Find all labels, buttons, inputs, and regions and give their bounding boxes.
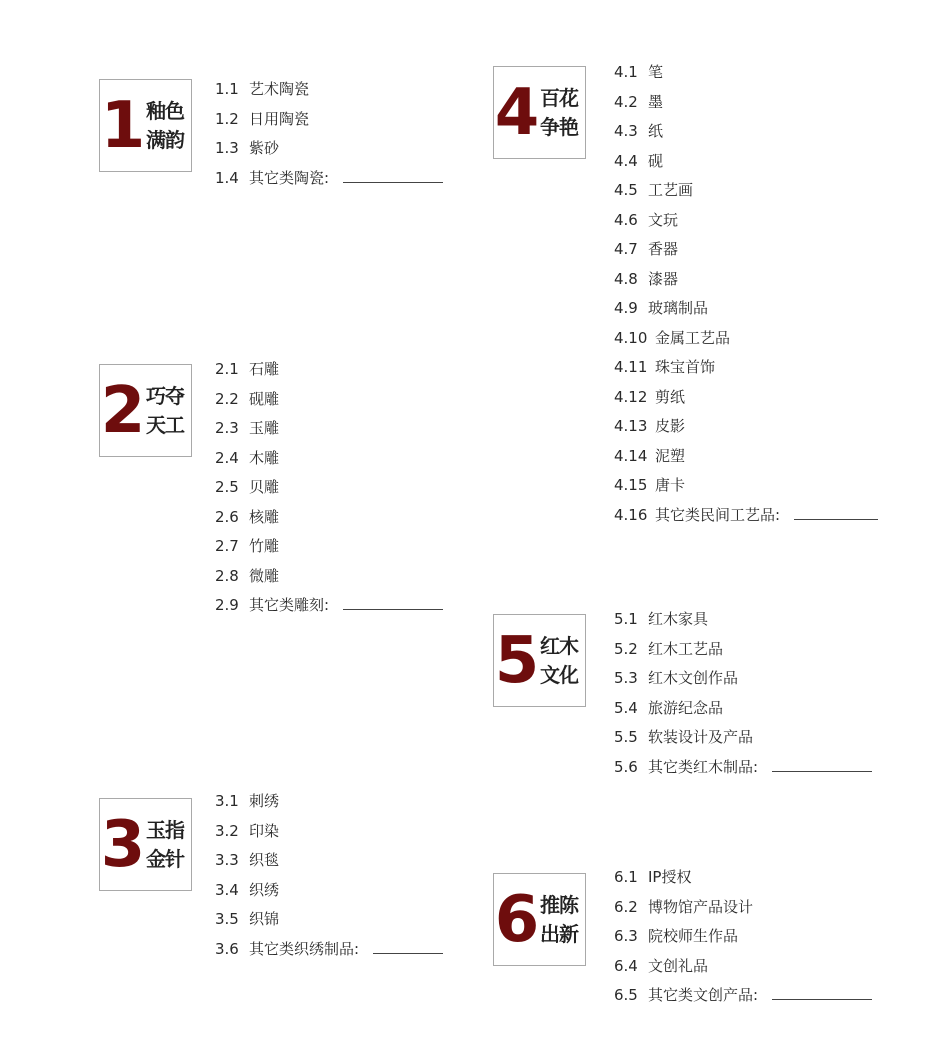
category-title-line1: 百花 <box>540 86 578 110</box>
item-number: 1.2 <box>215 109 239 128</box>
item-number: 2.3 <box>215 419 239 437</box>
item-number: 4.5 <box>614 181 638 199</box>
item-number: 2.5 <box>215 478 239 496</box>
list-item <box>215 417 443 447</box>
category-number: 1 <box>100 89 146 163</box>
list-item <box>614 120 878 150</box>
item-number: 4.16 <box>614 505 648 524</box>
list-item <box>614 268 878 298</box>
list-item <box>614 667 872 697</box>
item-label: 玻璃制品 <box>648 299 709 317</box>
item-label: 软装设计及产品 <box>648 728 754 746</box>
item-number: 2.6 <box>215 507 239 526</box>
item-label: 红木工艺品 <box>648 639 724 658</box>
item-label: 砚雕 <box>249 389 280 408</box>
item-number: 5.1 <box>614 610 638 628</box>
list-item <box>215 535 443 565</box>
fill-in-blank[interactable] <box>343 595 443 610</box>
fill-in-blank[interactable] <box>772 985 872 1000</box>
item-label: 其它类雕刻: <box>249 596 330 614</box>
item-label: 院校师生作品 <box>648 927 739 945</box>
list-item <box>215 820 443 850</box>
category-badge <box>493 614 586 707</box>
item-number: 2.2 <box>215 389 239 408</box>
item-number: 2.4 <box>215 448 239 467</box>
category-title-line2: 金针 <box>146 847 184 871</box>
category-badge <box>99 79 192 172</box>
item-label: 刺绣 <box>249 792 280 810</box>
item-number: 1.4 <box>215 168 239 187</box>
item-number: 4.10 <box>614 328 648 347</box>
item-label: 竹雕 <box>249 537 280 555</box>
item-number: 5.6 <box>614 757 638 776</box>
item-label: 木雕 <box>249 448 280 467</box>
category-item-list <box>614 61 878 533</box>
item-label: 墨 <box>648 92 664 111</box>
item-number: 4.13 <box>614 417 648 435</box>
list-item <box>614 179 878 209</box>
item-label: 笔 <box>648 63 664 81</box>
list-item-other <box>215 167 443 197</box>
list-item <box>614 297 878 327</box>
list-item <box>614 896 872 926</box>
list-item <box>215 565 443 595</box>
item-number: 3.4 <box>215 880 239 899</box>
category-title-line2: 满韵 <box>146 128 184 152</box>
category-title-line2: 文化 <box>540 663 578 687</box>
item-label: 其它类陶瓷: <box>249 168 330 187</box>
item-number: 2.8 <box>215 566 239 585</box>
item-label: 博物馆产品设计 <box>648 897 754 916</box>
item-label: 印染 <box>249 821 280 840</box>
category-number: 6 <box>494 883 540 957</box>
category-title-line2: 天工 <box>146 413 184 437</box>
fill-in-blank[interactable] <box>343 168 443 183</box>
item-label: 文玩 <box>648 210 679 229</box>
item-label: 玉雕 <box>249 419 280 437</box>
category-title <box>146 97 192 155</box>
list-item <box>215 447 443 477</box>
category-badge <box>493 873 586 966</box>
item-number: 2.9 <box>215 596 239 614</box>
category-badge <box>493 66 586 159</box>
item-label: 泥塑 <box>655 446 686 465</box>
item-number: 1.3 <box>215 139 239 157</box>
list-item <box>215 358 443 388</box>
list-item <box>215 790 443 820</box>
list-item <box>614 150 878 180</box>
fill-in-blank[interactable] <box>794 505 878 520</box>
category-title-line1: 推陈 <box>540 893 578 917</box>
list-item <box>614 608 872 638</box>
item-label: IP授权 <box>648 868 692 886</box>
list-item <box>215 388 443 418</box>
item-label: 旅游纪念品 <box>648 698 724 717</box>
list-item <box>614 356 878 386</box>
category-number: 3 <box>100 808 146 882</box>
item-label: 香器 <box>648 240 679 258</box>
item-label: 珠宝首饰 <box>655 358 716 376</box>
list-item-other <box>614 984 872 1014</box>
list-item <box>614 386 878 416</box>
list-item <box>614 955 872 985</box>
category-title-line2: 争艳 <box>540 115 578 139</box>
category-title-line1: 红木 <box>540 634 578 658</box>
item-label: 紫砂 <box>249 139 280 157</box>
item-number: 4.8 <box>614 269 638 288</box>
list-item <box>614 925 872 955</box>
list-item <box>614 726 872 756</box>
category-badge <box>99 798 192 891</box>
item-label: 红木文创作品 <box>648 669 739 687</box>
fill-in-blank[interactable] <box>373 939 443 954</box>
item-label: 纸 <box>648 122 664 140</box>
item-label: 皮影 <box>655 417 686 435</box>
item-number: 4.9 <box>614 299 638 317</box>
list-item <box>215 879 443 909</box>
list-item <box>614 445 878 475</box>
item-number: 3.5 <box>215 910 239 928</box>
item-number: 5.2 <box>614 639 638 658</box>
category-title-line2: 出新 <box>540 922 578 946</box>
item-number: 5.3 <box>614 669 638 687</box>
item-label: 贝雕 <box>249 478 280 496</box>
list-item <box>215 137 443 167</box>
list-item <box>614 415 878 445</box>
item-label: 红木家具 <box>648 610 709 628</box>
item-label: 日用陶瓷 <box>249 109 310 128</box>
category-title <box>146 382 192 440</box>
item-label: 唐卡 <box>655 476 686 494</box>
item-label: 织锦 <box>249 910 280 928</box>
item-label: 织绣 <box>249 880 280 899</box>
category-title <box>540 891 586 949</box>
item-number: 4.3 <box>614 122 638 140</box>
category-number: 5 <box>494 624 540 698</box>
category-item-list <box>614 866 872 1014</box>
item-label: 文创礼品 <box>648 956 709 975</box>
list-item <box>215 476 443 506</box>
item-number: 4.14 <box>614 446 648 465</box>
item-number: 1.1 <box>215 80 239 98</box>
item-label: 微雕 <box>249 566 280 585</box>
list-item <box>215 908 443 938</box>
category-item-list <box>215 358 443 624</box>
category-number: 4 <box>494 76 540 150</box>
category-title <box>540 632 586 690</box>
list-item <box>215 108 443 138</box>
item-number: 3.2 <box>215 821 239 840</box>
category-badge <box>99 364 192 457</box>
list-item <box>614 697 872 727</box>
item-label: 砚 <box>648 151 664 170</box>
list-item <box>614 474 878 504</box>
category-number: 2 <box>100 374 146 448</box>
item-number: 4.6 <box>614 210 638 229</box>
item-number: 6.4 <box>614 956 638 975</box>
item-number: 4.1 <box>614 63 638 81</box>
list-item <box>614 238 878 268</box>
item-label: 剪纸 <box>655 387 686 406</box>
item-number: 2.7 <box>215 537 239 555</box>
category-title-line1: 玉指 <box>146 818 184 842</box>
list-item-other <box>215 938 443 968</box>
item-number: 4.12 <box>614 387 648 406</box>
fill-in-blank[interactable] <box>772 757 872 772</box>
list-item <box>614 91 878 121</box>
item-label: 其它类文创产品: <box>648 986 759 1004</box>
item-number: 5.4 <box>614 698 638 717</box>
item-number: 4.7 <box>614 240 638 258</box>
list-item <box>614 209 878 239</box>
list-item-other <box>215 594 443 624</box>
item-label: 金属工艺品 <box>655 328 731 347</box>
item-number: 4.11 <box>614 358 648 376</box>
item-label: 石雕 <box>249 360 280 378</box>
category-title-line1: 釉色 <box>146 99 184 123</box>
item-number: 2.1 <box>215 360 239 378</box>
category-title <box>540 84 586 142</box>
list-item <box>614 638 872 668</box>
item-number: 3.1 <box>215 792 239 810</box>
item-number: 3.3 <box>215 851 239 869</box>
list-item-other <box>614 504 878 534</box>
category-item-list <box>614 608 872 785</box>
item-label: 其它类民间工艺品: <box>655 505 781 524</box>
list-item <box>614 327 878 357</box>
item-label: 核雕 <box>249 507 280 526</box>
item-number: 4.4 <box>614 151 638 170</box>
item-label: 工艺画 <box>648 181 694 199</box>
item-label: 其它类红木制品: <box>648 757 759 776</box>
item-label: 其它类织绣制品: <box>249 939 360 958</box>
category-title <box>146 816 192 874</box>
category-item-list <box>215 790 443 967</box>
item-label: 织毯 <box>249 851 280 869</box>
item-number: 6.5 <box>614 986 638 1004</box>
item-number: 5.5 <box>614 728 638 746</box>
item-number: 6.3 <box>614 927 638 945</box>
list-item <box>614 866 872 896</box>
category-item-list <box>215 78 443 196</box>
list-item <box>215 506 443 536</box>
item-number: 4.2 <box>614 92 638 111</box>
list-item <box>215 849 443 879</box>
item-number: 6.1 <box>614 868 638 886</box>
list-item-other <box>614 756 872 786</box>
item-number: 4.15 <box>614 476 648 494</box>
item-number: 6.2 <box>614 897 638 916</box>
category-title-line1: 巧夺 <box>146 384 184 408</box>
item-number: 3.6 <box>215 939 239 958</box>
item-label: 漆器 <box>648 269 679 288</box>
list-item <box>614 61 878 91</box>
list-item <box>215 78 443 108</box>
item-label: 艺术陶瓷 <box>249 80 310 98</box>
